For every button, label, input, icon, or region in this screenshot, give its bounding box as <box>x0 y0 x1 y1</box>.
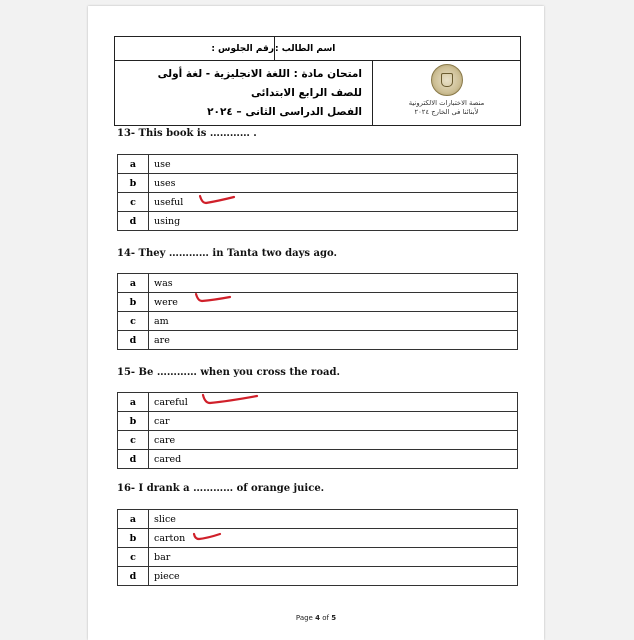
option-row[interactable] <box>118 393 518 412</box>
option-row[interactable] <box>118 312 518 331</box>
option-row[interactable] <box>118 155 518 174</box>
option-text: uses <box>149 174 518 193</box>
question-13-options <box>117 154 518 231</box>
page-footer <box>88 614 544 622</box>
option-letter: a <box>118 274 149 293</box>
page-of: of <box>322 614 329 622</box>
option-row[interactable] <box>118 510 518 529</box>
exam-header <box>114 36 521 126</box>
option-text: are <box>149 331 518 350</box>
exam-subject-line: امتحان مادة : اللغة الانجليزية - لغة أولى <box>157 68 362 80</box>
platform-name <box>409 99 485 117</box>
platform-line: منصة الاختبارات الالكترونية <box>408 99 485 107</box>
answer-check-mark-icon <box>200 392 260 406</box>
option-letter: b <box>118 293 149 312</box>
option-text: use <box>149 155 518 174</box>
option-letter: a <box>118 510 149 529</box>
option-text: was <box>149 274 518 293</box>
question-13-text: 13- This book is ………… . <box>117 128 257 139</box>
option-text: using <box>149 212 518 231</box>
option-row[interactable] <box>118 274 518 293</box>
option-text: carton <box>149 529 518 548</box>
page-number: 4 <box>315 614 320 622</box>
option-text: car <box>149 412 518 431</box>
option-row[interactable] <box>118 450 518 469</box>
question-14-options <box>117 273 518 350</box>
option-row[interactable] <box>118 567 518 586</box>
answer-check-mark-icon <box>198 194 236 206</box>
ministry-seal-icon <box>431 64 463 96</box>
platform-line: لأبنائنا فى الخارج ٢٠٢٤ <box>414 108 479 116</box>
ministry-logo-block <box>373 61 520 125</box>
exam-term-line: الفصل الدراسى الثانى – ٢٠٢٤ <box>207 106 362 118</box>
option-letter: c <box>118 193 149 212</box>
seat-number-label: رقم الجلوس : <box>115 37 275 60</box>
question-16-options <box>117 509 518 586</box>
question-16-text: 16- I drank a ………… of orange juice. <box>117 483 325 494</box>
option-row[interactable] <box>118 529 518 548</box>
option-row[interactable] <box>118 193 518 212</box>
option-row[interactable] <box>118 412 518 431</box>
option-letter: b <box>118 412 149 431</box>
option-text: bar <box>149 548 518 567</box>
option-letter: d <box>118 212 149 231</box>
option-text: careful <box>149 393 518 412</box>
option-row[interactable] <box>118 293 518 312</box>
option-text: piece <box>149 567 518 586</box>
option-text: care <box>149 431 518 450</box>
exam-grade-line: للصف الرابع الابتدائى <box>250 87 362 99</box>
option-letter: b <box>118 529 149 548</box>
option-text: useful <box>149 193 518 212</box>
page-total: 5 <box>331 614 337 622</box>
page-prefix: Page <box>295 614 313 622</box>
option-letter: c <box>118 431 149 450</box>
exam-page <box>88 6 544 640</box>
option-text: were <box>149 293 518 312</box>
option-text: am <box>149 312 518 331</box>
option-letter: d <box>118 567 149 586</box>
option-letter: b <box>118 174 149 193</box>
answer-check-mark-icon <box>192 531 222 541</box>
student-name-label: اسم الطالب : <box>275 43 336 54</box>
option-row[interactable] <box>118 431 518 450</box>
option-letter: c <box>118 548 149 567</box>
option-row[interactable] <box>118 548 518 567</box>
question-15-options <box>117 392 518 469</box>
option-letter: a <box>118 155 149 174</box>
option-letter: a <box>118 393 149 412</box>
option-text: cared <box>149 450 518 469</box>
option-text: slice <box>149 510 518 529</box>
option-letter: d <box>118 331 149 350</box>
option-row[interactable] <box>118 212 518 231</box>
option-row[interactable] <box>118 174 518 193</box>
option-letter: c <box>118 312 149 331</box>
exam-title <box>115 61 373 125</box>
option-row[interactable] <box>118 331 518 350</box>
option-letter: d <box>118 450 149 469</box>
answer-check-mark-icon <box>194 292 232 304</box>
question-15-text: 15- Be ………… when you cross the road. <box>117 367 340 378</box>
question-14-text: 14- They ………… in Tanta two days ago. <box>117 248 337 259</box>
